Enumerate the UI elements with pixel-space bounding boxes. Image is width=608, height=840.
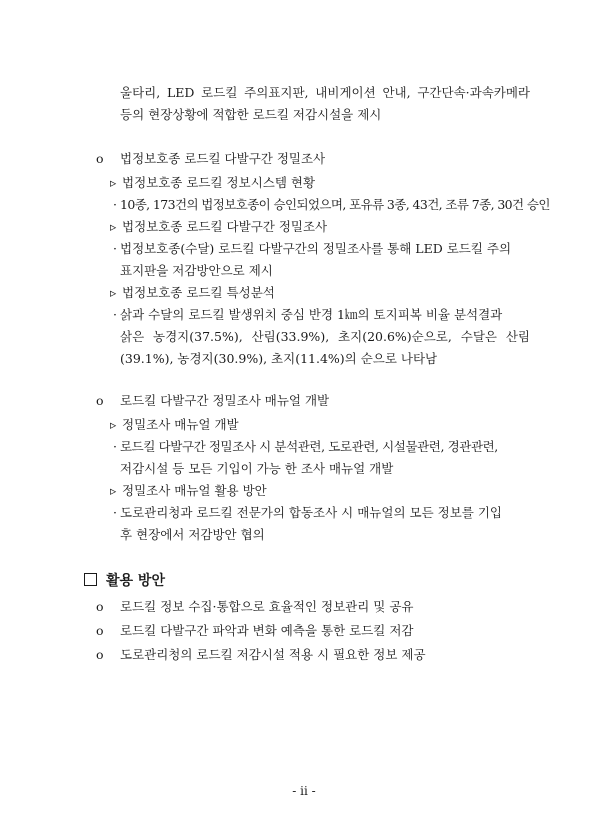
topic-2-sub-1-item (110, 438, 498, 456)
circle-bullet-icon: o (96, 151, 104, 166)
topic-1-sub-1 (110, 174, 315, 192)
section-heading (84, 572, 165, 590)
checkbox-square-icon (84, 573, 97, 586)
intro-line-1: 울타리, LED 로드킬 주의표지판, 내비게이션 안내, 구간단속·과속카메라 (120, 85, 530, 100)
topic-1-sub-1-title: 법정보호종 로드킬 정보시스템 현황 (122, 175, 316, 190)
topic-2-sub-1 (110, 416, 239, 434)
topic-2-sub-1-text-1: 로드킬 다발구간 정밀조사 시 분석관련, 도로관련, 시설물관련, 경관관련, (120, 439, 498, 454)
triangle-bullet-icon: ▹ (110, 175, 117, 190)
dot-bullet-icon: · (113, 241, 117, 256)
topic-1-sub-2-title: 법정보호종 로드킬 다발구간 정밀조사 (122, 219, 328, 234)
topic-1-sub-2-text-1: 법정보호종(수달) 로드킬 다발구간의 정밀조사를 통해 LED 로드킬 주의 (120, 241, 512, 256)
topic-1-sub-2-item (110, 240, 511, 258)
topic-1-sub-1-text: 10종, 173건의 법정보호종이 승인되었으며, 포유류 3종, 43건, 조류 7종, 30건 승인 (120, 197, 550, 212)
circle-bullet-icon: o (96, 599, 104, 614)
topic-1-sub-3-title: 법정보호종 로드킬 특성분석 (122, 285, 275, 300)
triangle-bullet-icon: ▹ (110, 219, 117, 234)
topic-1-sub-2 (110, 218, 327, 236)
triangle-bullet-icon: ▹ (110, 417, 117, 432)
topic-2-sub-1-item-cont: 저감시설 등 모든 기입이 가능 한 조사 매뉴얼 개발 (120, 461, 394, 476)
topic-1-sub-3-item (110, 306, 502, 324)
topic-2-sub-2-item-cont: 후 현장에서 저감방안 협의 (120, 527, 265, 542)
circle-bullet-icon: o (96, 623, 104, 638)
topic-2-title: 로드킬 다발구간 정밀조사 매뉴얼 개발 (120, 393, 330, 408)
triangle-bullet-icon: ▹ (110, 483, 117, 498)
section-item-text: 로드킬 다발구간 파악과 변화 예측을 통한 로드킬 저감 (120, 623, 414, 638)
topic-1-sub-3-item-cont-1: 삵은 농경지(37.5%), 산림(33.9%), 초지(20.6%)순으로, 수달은 산림 (120, 329, 530, 344)
circle-bullet-icon: o (96, 393, 104, 408)
page-number: - ii - (292, 784, 316, 798)
intro-line-2: 등의 현장상황에 적합한 로드킬 저감시설을 제시 (120, 107, 382, 122)
topic-2-sub-1-title: 정밀조사 매뉴얼 개발 (122, 417, 239, 432)
section-item-text: 로드킬 정보 수집·통합으로 효율적인 정보관리 및 공유 (120, 599, 414, 614)
dot-bullet-icon: · (113, 307, 117, 322)
triangle-bullet-icon: ▹ (110, 285, 117, 300)
topic-2-sub-2-text-1: 도로관리청과 로드킬 전문가의 합동조사 시 매뉴얼의 모든 정보를 기입 (120, 505, 502, 520)
topic-2-sub-2 (110, 482, 267, 500)
topic-1-sub-3 (110, 284, 275, 302)
dot-bullet-icon: · (113, 197, 117, 212)
dot-bullet-icon: · (113, 505, 117, 520)
circle-bullet-icon: o (96, 647, 104, 662)
section-title: 활용 방안 (106, 573, 165, 589)
dot-bullet-icon: · (113, 439, 117, 454)
section-item-text: 도로관리청의 로드킬 저감시설 적용 시 필요한 정보 제공 (120, 647, 426, 662)
topic-1-sub-3-item-cont-2: (39.1%), 농경지(30.9%), 초지(11.4%)의 순으로 나타남 (120, 351, 438, 366)
topic-1-sub-2-item-cont: 표지판을 저감방안으로 제시 (120, 263, 273, 278)
topic-1-title: 법정보호종 로드킬 다발구간 정밀조사 (120, 151, 326, 166)
topic-2-sub-2-item (110, 504, 502, 522)
topic-1-sub-3-text-1: 삵과 수달의 로드킬 발생위치 중심 반경 1㎞의 토지피복 비율 분석결과 (120, 307, 503, 322)
topic-2-sub-2-title: 정밀조사 매뉴얼 활용 방안 (122, 483, 267, 498)
topic-1-sub-1-item (110, 196, 550, 214)
